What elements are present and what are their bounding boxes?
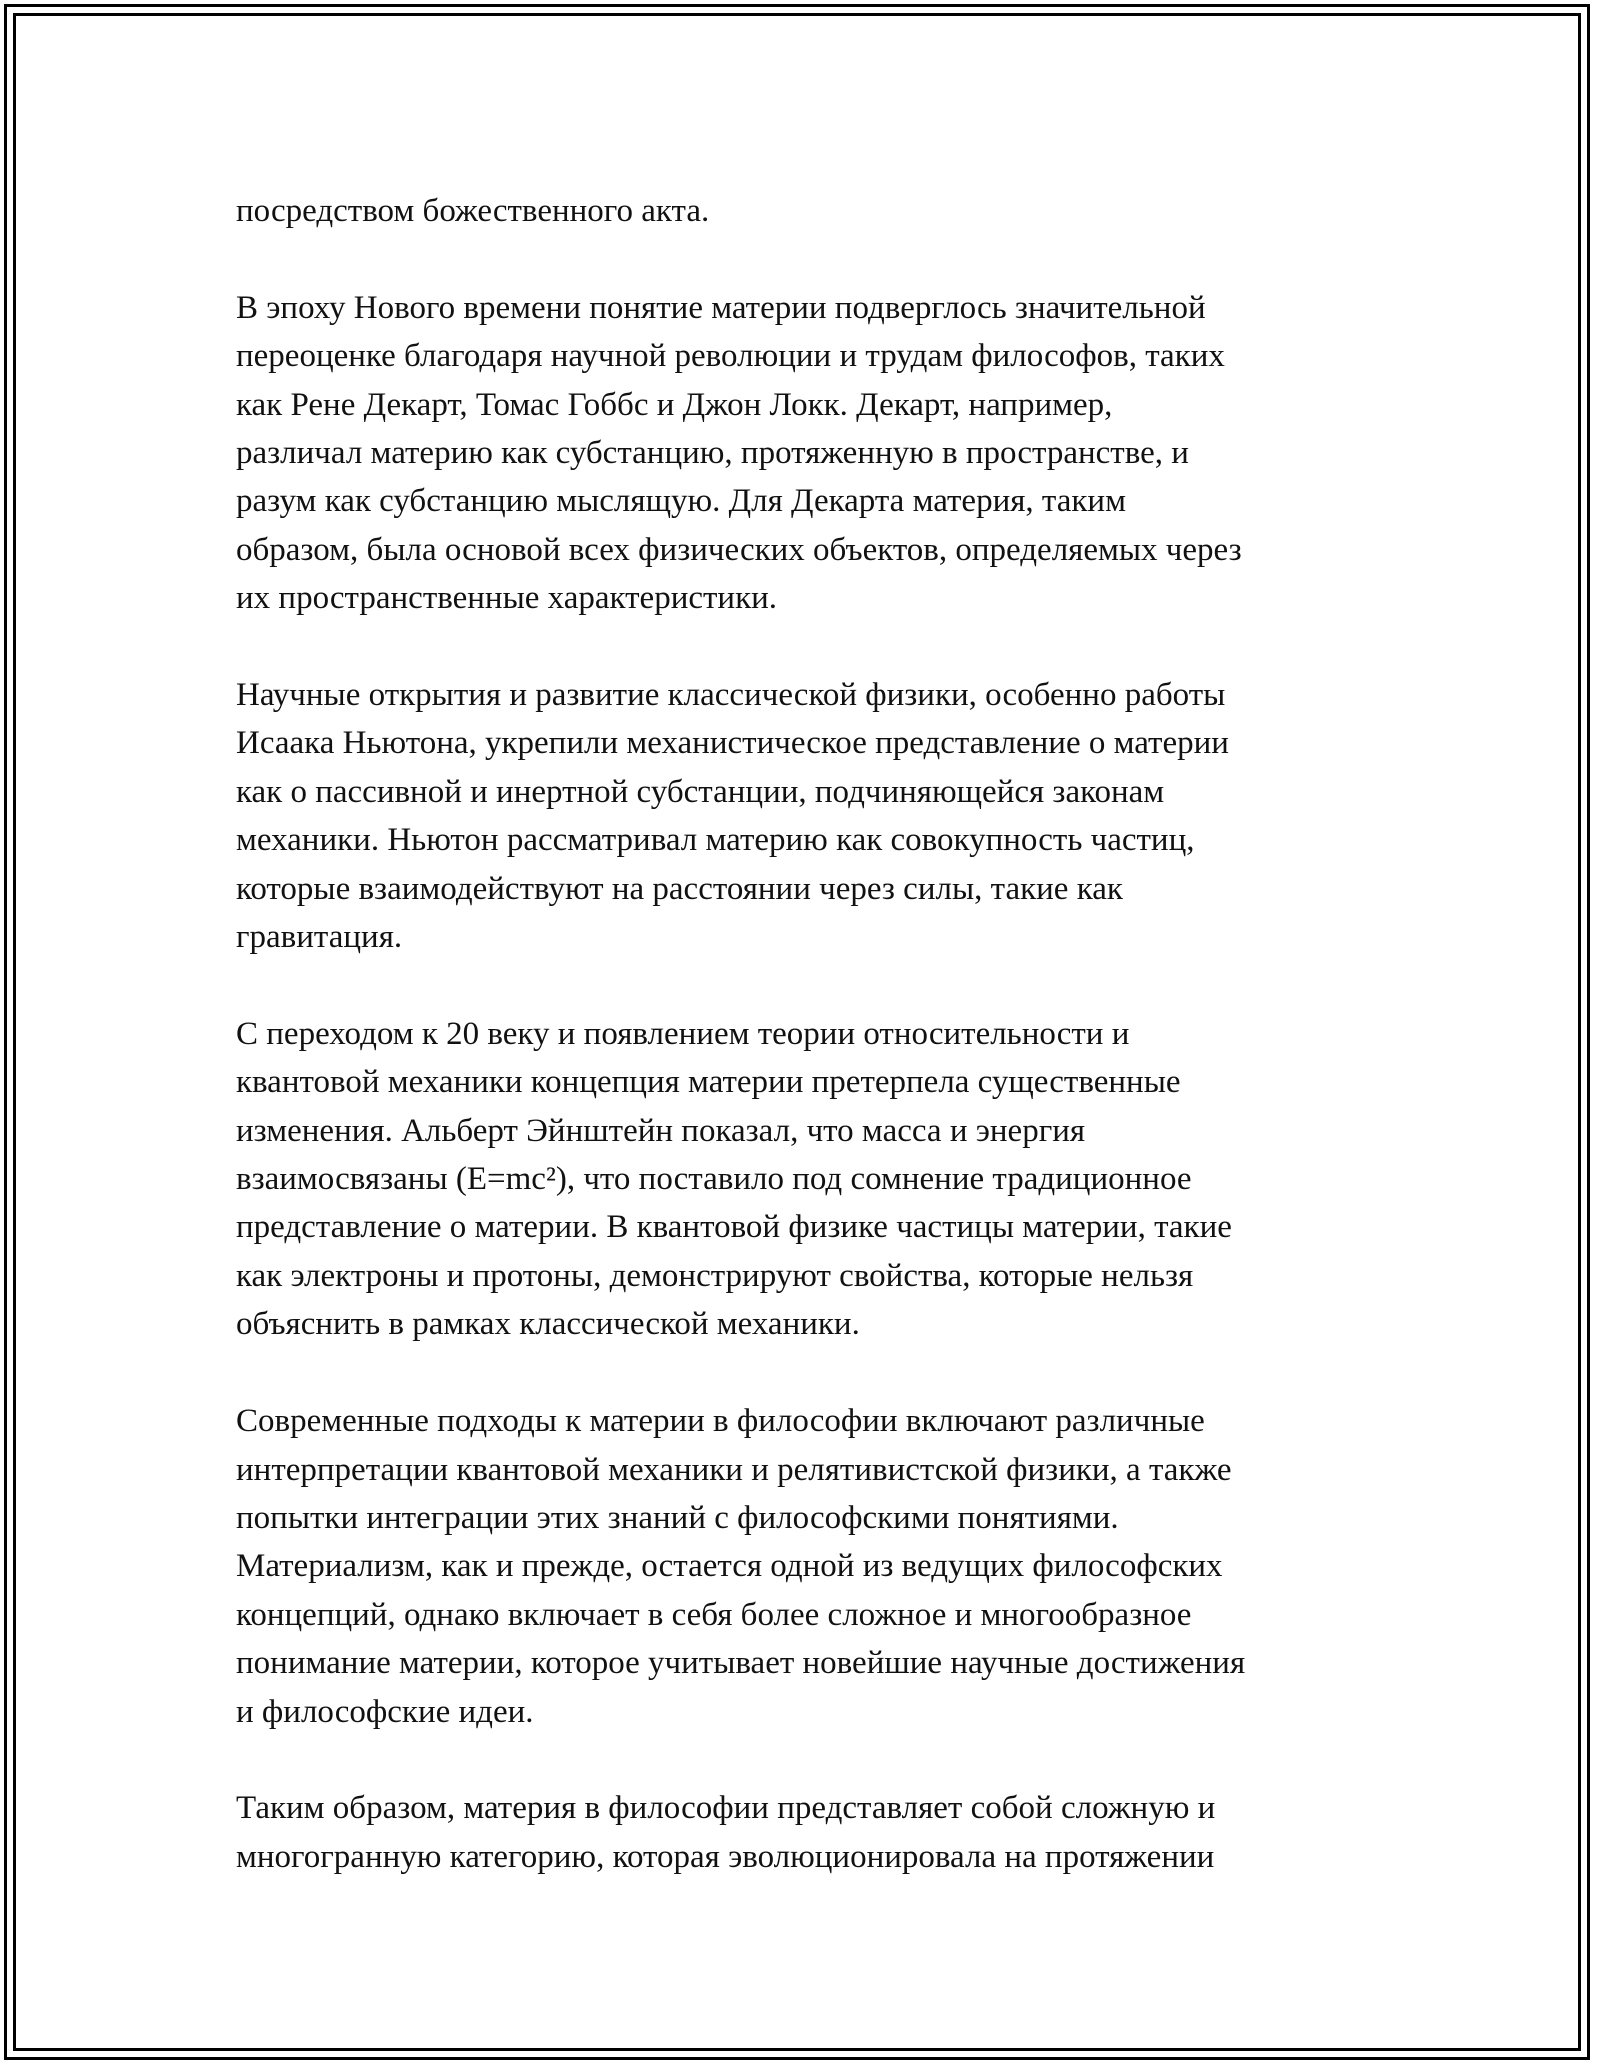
text-line: концепций, однако включает в себя более сложное и многообразное xyxy=(236,1596,1192,1633)
text-line: разум как субстанцию мыслящую. Для Декарта материя, таким xyxy=(236,483,1126,520)
text-line: механики. Ньютон рассматривал материю как совокупность частиц, xyxy=(236,822,1195,859)
text-line: и философские идеи. xyxy=(236,1693,534,1730)
text-line: различал материю как субстанцию, протяженную в пространстве, и xyxy=(236,435,1189,472)
text-line: многогранную категорию, которая эволюционировала на протяжении xyxy=(236,1838,1215,1875)
text-line: образом, была основой всех физических объектов, определяемых через xyxy=(236,531,1242,568)
paragraph-1 xyxy=(236,187,1386,235)
document-body xyxy=(236,187,1386,1930)
text-line: как о пассивной и инертной субстанции, подчиняющейся законам xyxy=(236,773,1165,810)
text-line: Научные открытия и развитие классической физики, особенно работы xyxy=(236,677,1226,714)
paragraph-6 xyxy=(236,1784,1386,1881)
text-line: которые взаимодействуют на расстоянии через силы, такие как xyxy=(236,870,1123,907)
text-line: Таким образом, материя в философии представляет собой сложную и xyxy=(236,1790,1216,1827)
text-line: понимание материи, которое учитывает новейшие научные достижения xyxy=(236,1645,1246,1682)
text-line: представление о материи. В квантовой физике частицы материи, такие xyxy=(236,1209,1232,1246)
text-line: посредством божественного акта. xyxy=(236,193,710,229)
text-line: их пространственные характеристики. xyxy=(236,580,778,617)
paragraph-3 xyxy=(236,671,1386,961)
text-line: как Рене Декарт, Томас Гоббс и Джон Локк. Декарт, например, xyxy=(236,386,1113,423)
text-line: объяснить в рамках классической механики. xyxy=(236,1306,860,1343)
paragraph-5 xyxy=(236,1397,1386,1736)
text-line: Материализм, как и прежде, остается одной из ведущих философских xyxy=(236,1548,1223,1585)
text-line: взаимосвязаны (E=mc²), что поставило под сомнение традиционное xyxy=(236,1161,1192,1198)
paragraph-4 xyxy=(236,1010,1386,1349)
text-line: Современные подходы к материи в философии включают различные xyxy=(236,1403,1205,1440)
text-line: попытки интеграции этих знаний с философскими понятиями. xyxy=(236,1499,1119,1536)
paragraph-2 xyxy=(236,284,1386,623)
text-line: В эпоху Нового времени понятие материи подверглось значительной xyxy=(236,289,1206,326)
text-line: как электроны и протоны, демонстрируют свойства, которые нельзя xyxy=(236,1257,1194,1294)
text-line: переоценке благодаря научной революции и трудам философов, таких xyxy=(236,338,1225,375)
text-line: Исаака Ньютона, укрепили механистическое представление о материи xyxy=(236,725,1229,762)
text-line: интерпретации квантовой механики и релятивистской физики, а также xyxy=(236,1451,1232,1488)
text-line: гравитация. xyxy=(236,919,403,956)
text-line: С переходом к 20 веку и появлением теории относительности и xyxy=(236,1015,1130,1052)
text-line: изменения. Альберт Эйнштейн показал, что масса и энергия xyxy=(236,1112,1086,1149)
text-line: квантовой механики концепция материи претерпела существенные xyxy=(236,1064,1181,1101)
